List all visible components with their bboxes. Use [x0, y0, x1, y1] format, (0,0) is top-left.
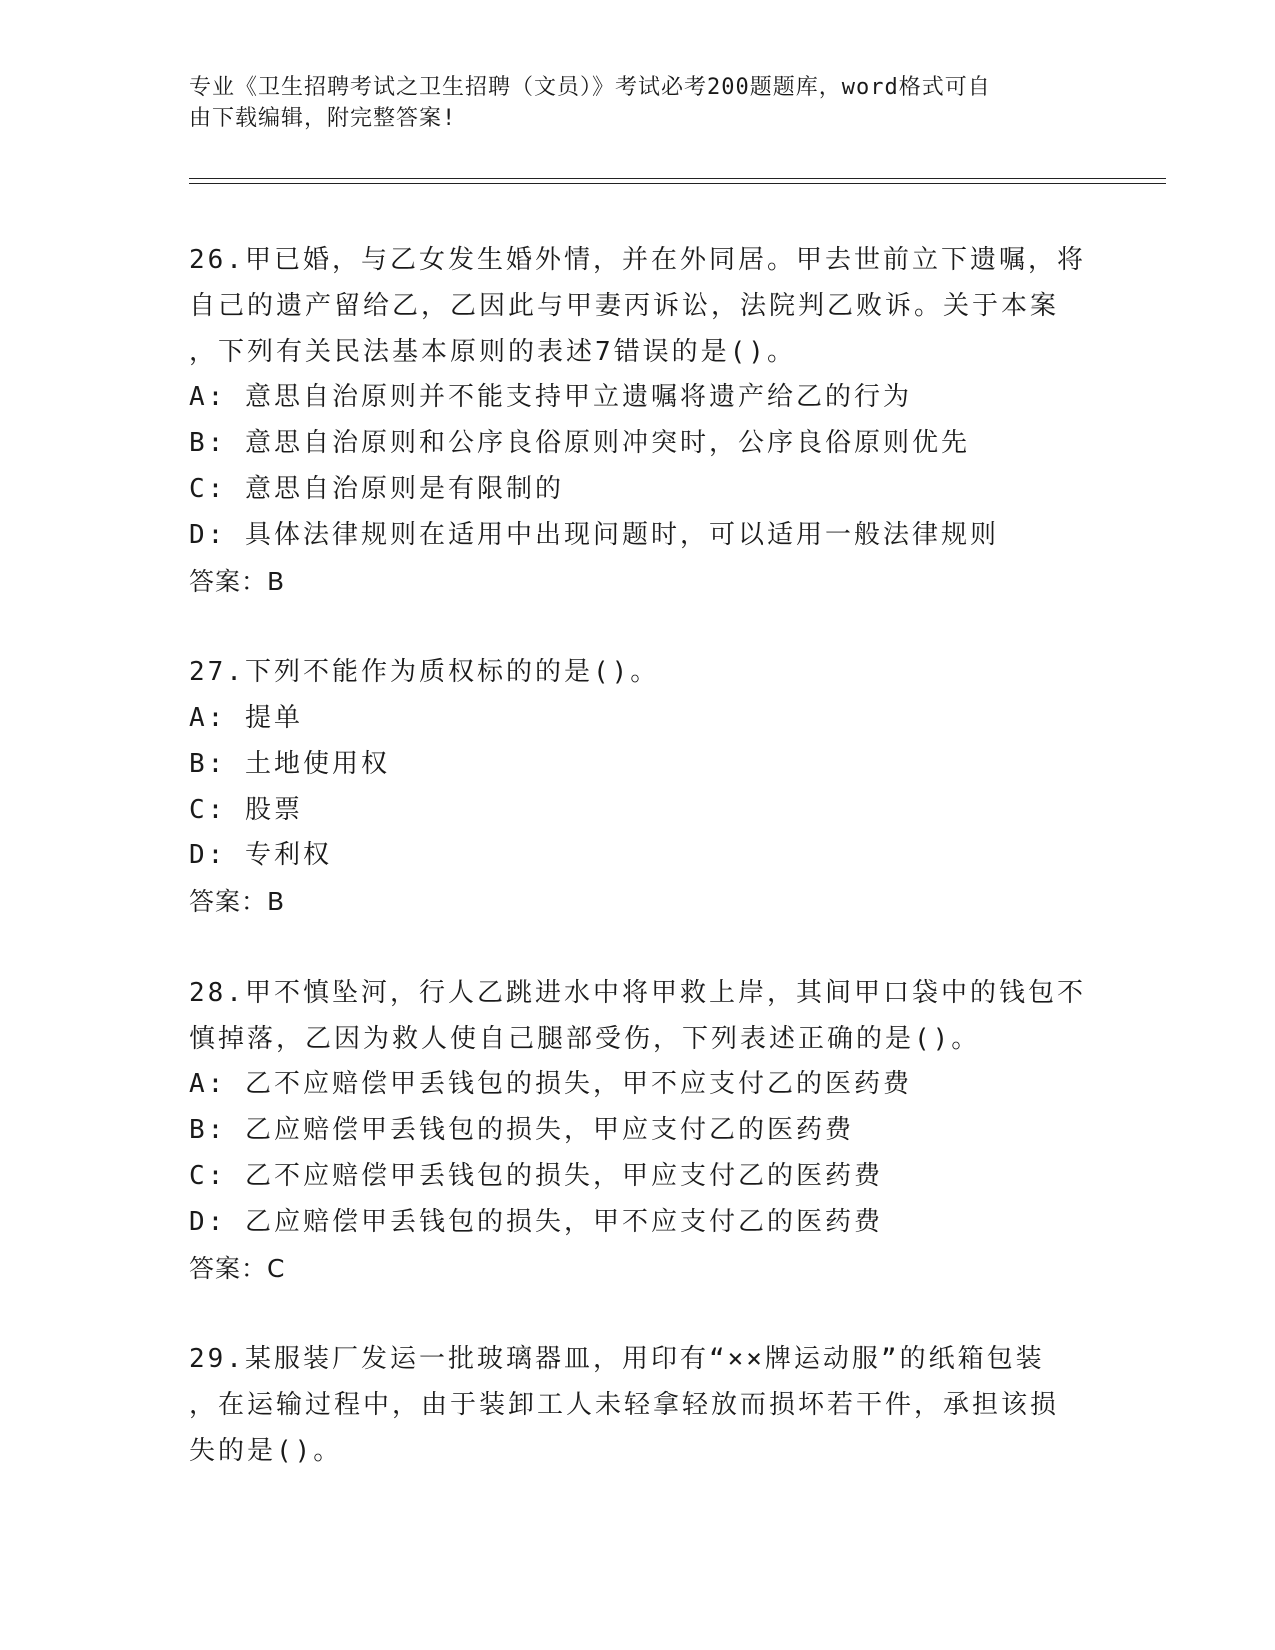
answer: 答案：C — [189, 1253, 286, 1283]
option-a: A: 提单 — [189, 702, 303, 733]
header-divider-bottom — [189, 183, 1166, 184]
stem-line: ，在运输过程中，由于装卸工人未轻拿轻放而损坏若干件，承担该损 — [189, 1389, 1060, 1420]
answer: 答案：B — [189, 566, 286, 596]
header-line-1: 专业《卫生招聘考试之卫生招聘（文员）》考试必考200题题库，word格式可自 — [189, 75, 991, 100]
option-b: B: 意思自治原则和公序良俗原则冲突时，公序良俗原则优先 — [189, 428, 970, 459]
question-stem — [189, 971, 1149, 1063]
stem-line: 慎掉落，乙因为救人使自己腿部受伤，下列表述正确的是()。 — [189, 1023, 981, 1054]
option-a: A: 意思自治原则并不能支持甲立遗嘱将遗产给乙的行为 — [189, 382, 912, 413]
option-d: D: 专利权 — [189, 840, 332, 871]
stem-line: 29.某服装厂发运一批玻璃器皿，用印有“××牌运动服”的纸箱包装 — [189, 1344, 1045, 1375]
option-c: C: 乙不应赔偿甲丢钱包的损失，甲应支付乙的医药费 — [189, 1160, 883, 1191]
stem-line: 失的是()。 — [189, 1435, 343, 1466]
answer: 答案：B — [189, 887, 286, 917]
option-c: C: 股票 — [189, 794, 303, 825]
header-text — [189, 72, 1089, 134]
option-b: B: 乙应赔偿甲丢钱包的损失，甲应支付乙的医药费 — [189, 1115, 854, 1146]
stem-line: 自己的遗产留给乙，乙因此与甲妻丙诉讼，法院判乙败诉。关于本案 — [189, 290, 1060, 321]
question-27 — [189, 650, 1149, 925]
stem-line: 27.下列不能作为质权标的的是()。 — [189, 657, 660, 688]
question-stem — [189, 650, 1149, 696]
stem-line: 28.甲不慎坠河，行人乙跳进水中将甲救上岸，其间甲口袋中的钱包不 — [189, 977, 1086, 1008]
option-b: B: 土地使用权 — [189, 748, 390, 779]
question-stem — [189, 1337, 1149, 1474]
stem-line: ，下列有关民法基本原则的表述7错误的是()。 — [189, 336, 796, 367]
stem-line: 26.甲已婚，与乙女发生婚外情，并在外同居。甲去世前立下遗嘱，将 — [189, 245, 1086, 275]
header-divider-top — [189, 178, 1166, 179]
option-d: D: 乙应赔偿甲丢钱包的损失，甲不应支付乙的医药费 — [189, 1206, 883, 1237]
question-26 — [189, 238, 1149, 604]
header-line-2: 由下载编辑，附完整答案! — [189, 106, 457, 131]
option-d: D: 具体法律规则在适用中出现问题时，可以适用一般法律规则 — [189, 519, 999, 550]
question-list — [189, 238, 1149, 1475]
question-29 — [189, 1337, 1149, 1474]
option-a: A: 乙不应赔偿甲丢钱包的损失，甲不应支付乙的医药费 — [189, 1069, 912, 1100]
option-c: C: 意思自治原则是有限制的 — [189, 473, 564, 504]
question-28 — [189, 971, 1149, 1292]
question-stem — [189, 238, 1149, 375]
